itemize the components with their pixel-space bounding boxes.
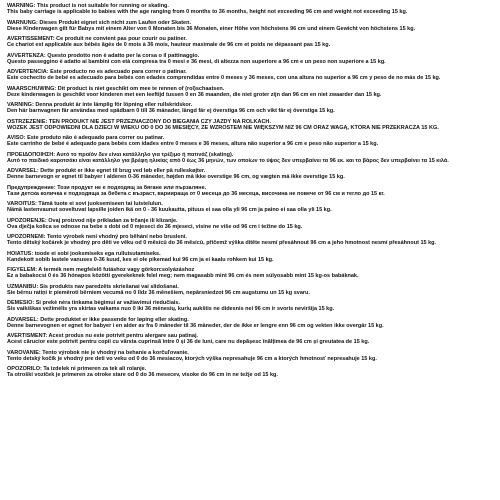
warning-body: Nämä lastenvaunut soveltuvat lapsille joiden ikä on 0 - 36 kuukautta, pituus ei saa olla yli 96 cm ja paino ei saa olla yli 15 kg. — [7, 207, 332, 214]
warning-heading: Предупреждение: Този продукт не е подходящ за бягане или пързаляне. — [7, 184, 207, 191]
warning-heading: ΠΡΟΕΙΔΟΠΟΙΗΣΗ: Αυτό το προϊόν δεν είναι κατάλληλο για τρέξιμο ή πατινάζ (skating). — [7, 151, 234, 158]
warning-body: Este cochecito de bebé es adecuado para bebés con edades comprendidas entre 0 meses y 36 meses, con una altura no superior a 96 cm y peso de no más de 15 kg. — [7, 75, 441, 82]
warning-body: Este carrinho de bebé é adequado para bebés com idades entre 0 meses e 36 meses, altura não superior a 96 cm e peso não superior a 15 kg. — [7, 141, 379, 148]
warning-body: Тази детска количка е подходяща за бебета с възраст, вариираща от 0 месеца до 36 месеца, височина не повече от 96 см и тегло до 15 кг. — [7, 190, 385, 197]
warning-body: Ova dječja kolica se odnose na bebe s dobi od 0 mjeseci do 36 mjeseci, visine ne više od 96 cm i težine do 15 kg. — [7, 223, 303, 230]
warning-heading: UPOZORNĚNÍ: Tento výrobek není vhodný pro běhání nebo bruslení. — [7, 234, 187, 240]
warning-heading: AVISO: Este produto não é adequado para correr ou patinar. — [7, 135, 165, 141]
warning-heading: ADVARSEL: Dette produkt er ikke egnet til brug ved løb eller på rulleskøjter. — [7, 168, 206, 174]
warning-block — [7, 201, 495, 214]
warning-body: This baby carriage is applicable to babies with the age ranging from 0 months to 36 months, height not exceeding 96 cm and weight not exceeding 15 kg. — [7, 9, 408, 16]
warning-body: Acest cărucior este potrivit pentru copii cu vârsta cuprinsă între 0 și 36 de luni, care nu depășesc înălțimea de 96 cm și greutatea de 15 kg. — [7, 339, 370, 346]
warning-heading: AVERTISMENT: Acest produs nu este potrivit pentru alergare sau patinaj. — [7, 333, 199, 339]
warning-block — [7, 36, 495, 49]
warning-heading: AVVERTENZA: Questo prodotto non è adatto per la corsa o il pattinaggio. — [7, 52, 200, 59]
warning-block — [7, 20, 495, 33]
warning-heading: VAROITUS: Tämä tuote ei sovi juoksemiseen tai luistelulun. — [7, 201, 163, 207]
warning-heading: AVERTISSEMENT: Ce produit ne convient pas pour courir ou patiner. — [7, 36, 187, 42]
warning-body: WÓZEK JEST ODPOWIEDNI DLA DZIECI W WIEKU OD 0 DO 36 MIESIĘCY, ZE WZROSTEM NIE WIĘKSZYM NIŻ 96 CM ORAZ WAGĄ, KTÓRA NIE PRZEKRACZA 15 KG. — [7, 124, 439, 131]
warning-heading: WAARSCHUWING: Dit product is niet geschikt om mee te rennen of (rol)schaatsen. — [7, 85, 225, 92]
warning-block — [7, 152, 495, 165]
warning-heading: WARNING: This product is not suitable for running or skating. — [7, 3, 169, 9]
warning-document — [7, 3, 495, 383]
warning-body: Den här barnvagnen får användas med spädbarn 0 till 36 månader, längd får ej överstiga 96 cm och vikt får ej överstiga 15 kg. — [7, 108, 335, 115]
warning-body: Šis vaikiškas vežimėlis yra skirtas vaikams nuo 0 iki 36 mėnesių, kurių aukštis ne didesnis nei 96 cm ir svoris neviršija 15 kg. — [7, 306, 335, 313]
warning-heading: OPOZORILO: Ta izdelek ni primeren za tek ali rolanje. — [7, 366, 147, 372]
warning-heading: UZMANĪBU: Šis produkts nav paredzēts skriešanai vai slidošanai. — [7, 283, 179, 290]
warning-block — [7, 185, 495, 198]
warning-heading: WARNUNG: Dieses Produkt eignet sich nicht zum Laufen oder Skaten. — [7, 19, 191, 26]
warning-heading: VAROVANIE: Tento výrobok nie je vhodný na behanie a korčuľovanie. — [7, 349, 189, 356]
warning-block — [7, 333, 495, 346]
warning-body: Deze kinderwagen is geschikt voor kinderen met een leeftijd tussen 0 en 36 maanden, die niet groter zijn dan 96 cm en niet zwaarder dan 15 kg. — [7, 91, 382, 98]
warning-body: Diese Kinderwagen gilt für Babys mit einem Alter von 0 Monaten bis 36 Monaten, einer Höhe von höchstens 96 cm und einem Gewicht von höchstens 15 kg. — [7, 25, 416, 32]
warning-block — [7, 3, 495, 16]
warning-block — [7, 366, 495, 379]
warning-heading: ADVARSEL: Dette produktet er ikke passende for løping eller skating. — [7, 316, 189, 323]
warning-body: Αυτό το παιδικό καροτσάκι είναι κατάλληλο για βρέφη ηλικίας από 0 έως 36 μηνών, των οποίων το ύψος δεν υπερβαίνει τα 96 εκ. και το βάρος δεν υπερβαίνει τα 15 κιλά. — [7, 157, 449, 164]
warning-block — [7, 234, 495, 247]
warning-heading: DĖMESIO: Ši prekė nėra tinkama bėgimui ar važiavimui riedučiais. — [7, 300, 181, 306]
warning-block — [7, 218, 495, 231]
warning-heading: UPOZORENJE: Ovaj proizvod nije prikladan za trčanje ili klizanje. — [7, 217, 178, 224]
warning-block — [7, 168, 495, 181]
warning-block — [7, 317, 495, 330]
warning-block — [7, 53, 495, 66]
warning-block — [7, 300, 495, 313]
warning-heading: HOIATUS: toode ei sobi jooksmiseks ega rulluisutamiseks. — [7, 250, 161, 257]
warning-body: Tento dětský kočárek je vhodný pro děti ve věku od 0 měsíců do 36 měsíců, přičemž výška dítěte nesmí přesáhnout 96 cm a jeho hmotnost nesmí přesáhnout 15 kg. — [7, 240, 437, 247]
warning-heading: ADVERTENCIA: Este producto no es adecuado para correr o patinar. — [7, 69, 187, 75]
warning-heading: VARNING: Denna produkt är inte lämplig för löpning eller rullskridskor. — [7, 102, 193, 108]
warning-heading: FIGYELEM: A termék nem megfelelő futáshoz vagy görkorcsolyázáshoz — [7, 267, 195, 273]
warning-block — [7, 69, 495, 82]
warning-block — [7, 135, 495, 148]
warning-block — [7, 86, 495, 99]
warning-body: Ta otroški voziček je primeren za otroke stare od 0 do 36 mesecev, visoke do 96 cm in ne težje od 15 kg. — [7, 372, 278, 379]
warning-body: Tento detský kočík je vhodný pre deti vo veku od 0 do 36 mesiacov, ktorých výška nepresahuje 96 cm a ktorých hmotnosť nepresahuje 15 kg. — [7, 355, 377, 362]
warning-block — [7, 251, 495, 264]
warning-body: Šie bērnu ratiņi ir piemēroti bērniem vecumā no 0 līdz 36 mēnešiem, nepārsniedzot 96 cm augstumu un 15 kg svaru. — [7, 289, 310, 296]
warning-body: Denne barnevognen er egnet for babyer i en alder av fra 0 måneder til 36 måneder, der de ikke er lengre enn 96 cm og vekten ikke overgår 15 kg. — [7, 322, 384, 329]
warning-block — [7, 119, 495, 132]
warning-body: Ez a babakocsi 0 és 36 hónapos közötti gyerekeknek felel meg; nem magasabb mint 96 cm és nem súlyosabb mint 15 kg-os babáknak. — [7, 273, 359, 280]
warning-body: Questo passeggino è adatto ai bambini con età compresa tra 0 mesi e 36 mesi, di altezza non superiore a 96 cm e un peso non superiore a 15 kg. — [7, 58, 386, 65]
warning-block — [7, 267, 495, 280]
warning-body: Ce chariot est applicable aux bébés âgés de 0 mois à 36 mois, hauteur maximale de 96 cm et poids ne dépassant pas 15 kg. — [7, 42, 331, 49]
warning-block — [7, 284, 495, 297]
warning-block — [7, 350, 495, 363]
warning-body: Denne barnevogn er egnet til babyer i alderen 0-36 måneder, højden må ikke overstige 96 cm, og vægten må ikke overstige 15 kg. — [7, 174, 345, 181]
warning-block — [7, 102, 495, 115]
warning-body: Kandekott sobib lastele vanuses 0-36 kuud, kes ei ole pikemad kui 96 cm ja ei kaalu rohkem kui 15 kg. — [7, 256, 274, 263]
warning-heading: OSTRZEŻENIE: TEN PRODUKT NIE JEST PRZEZNACZONY DO BIEGANIA CZY JAZDY NA ROLKACH. — [7, 118, 271, 125]
